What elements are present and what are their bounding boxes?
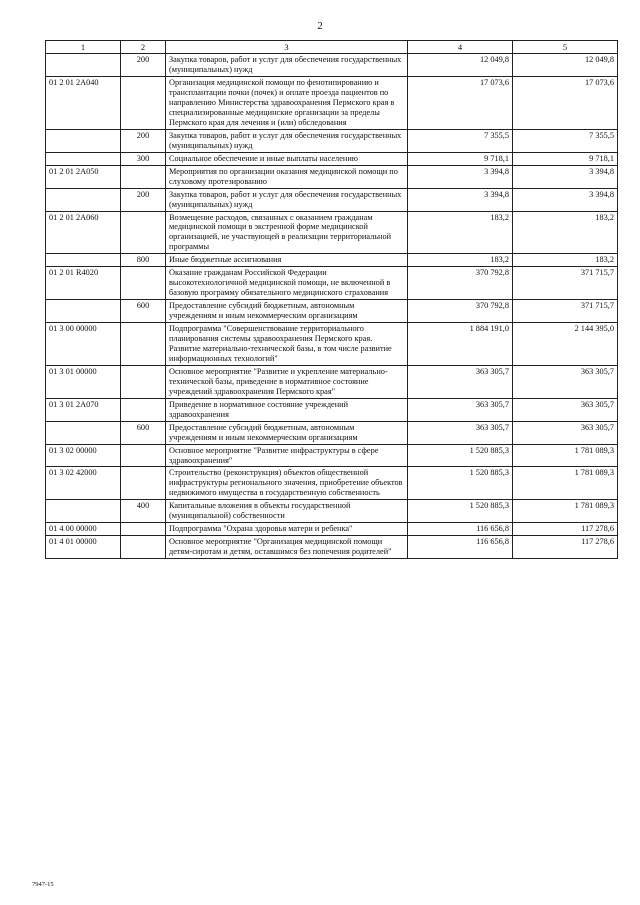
row-value-2017-cell: 17 073,6: [513, 77, 618, 130]
row-value-2016-cell: 370 792,8: [408, 267, 513, 300]
table-body: [46, 54, 618, 559]
row-value-2017-cell: 371 715,7: [513, 267, 618, 300]
row-value-2017-cell: 9 718,1: [513, 152, 618, 165]
row-description-cell: Строительство (реконструкция) объектов общественной инфраструктуры регионального значения, приобретение объектов недвижимого имущества в государственную собственность: [166, 467, 408, 500]
row-code-cell: 01 3 01 00000: [46, 365, 121, 398]
row-code-cell: 01 2 01 2A060: [46, 211, 121, 254]
row-description-cell: Приведение в нормативное состояние учреждений здравоохранения: [166, 398, 408, 421]
row-description-cell: Капитальные вложения в объекты государственной (муниципальной) собственности: [166, 500, 408, 523]
row-code-cell: 01 3 02 00000: [46, 444, 121, 467]
row-expense-type-cell: 400: [121, 500, 166, 523]
row-expense-type-cell: [121, 444, 166, 467]
row-value-2016-cell: 1 520 885,3: [408, 500, 513, 523]
row-code-cell: [46, 129, 121, 152]
header-col-3: 3: [166, 41, 408, 54]
row-value-2016-cell: 363 305,7: [408, 398, 513, 421]
row-value-2016-cell: 1 884 191,0: [408, 323, 513, 366]
row-expense-type-cell: 200: [121, 54, 166, 77]
row-description-cell: Основное мероприятие "Развитие инфраструктуры в сфере здравоохранения": [166, 444, 408, 467]
row-code-cell: 01 3 01 2A070: [46, 398, 121, 421]
table-row: [46, 523, 618, 536]
row-description-cell: Закупка товаров, работ и услуг для обеспечения государственных (муниципальных) нужд: [166, 54, 408, 77]
row-code-cell: [46, 254, 121, 267]
row-code-cell: [46, 300, 121, 323]
row-value-2016-cell: 9 718,1: [408, 152, 513, 165]
row-value-2017-cell: 3 394,8: [513, 188, 618, 211]
row-description-cell: Возмещение расходов, связанных с оказанием гражданам медицинской помощи в экстренной форме медицинской организацией, не участвующей в реализации территориальной программы: [166, 211, 408, 254]
row-expense-type-cell: [121, 211, 166, 254]
table-row: [46, 129, 618, 152]
row-value-2017-cell: 117 278,6: [513, 536, 618, 559]
row-value-2017-cell: 363 305,7: [513, 398, 618, 421]
row-description-cell: Оказание гражданам Российской Федерации высокотехнологичной медицинской помощи, не включенной в базовую программу обязательного медицинского страхования: [166, 267, 408, 300]
row-expense-type-cell: [121, 267, 166, 300]
row-value-2017-cell: 183,2: [513, 211, 618, 254]
row-value-2016-cell: 116 656,8: [408, 536, 513, 559]
row-code-cell: 01 4 01 00000: [46, 536, 121, 559]
row-description-cell: Организация медицинской помощи по фенотипированию и трансплантации почки (почек) и оплате проезда пациентов по направлению Министерства здравоохранения Пермского края в специализированные медицинские организации за пределы Пермского края для лечения и (или) обследования: [166, 77, 408, 130]
table-row: [46, 500, 618, 523]
table-row: [46, 254, 618, 267]
row-description-cell: Подпрограмма "Совершенствование территориального планирования системы здравоохранения Пермского края. Развитие материально-технической базы, в том числе развитие информационных технологий": [166, 323, 408, 366]
table-row: [46, 165, 618, 188]
row-value-2017-cell: 1 781 089,3: [513, 500, 618, 523]
table-row: [46, 536, 618, 559]
row-code-cell: [46, 500, 121, 523]
table-row: [46, 152, 618, 165]
row-description-cell: Основное мероприятие "Развитие и укрепление материально-технической базы, приведение в нормативное состояние учреждений здравоохранения Пермского края": [166, 365, 408, 398]
table-row: [46, 365, 618, 398]
row-description-cell: Мероприятия по организации оказания медицинской помощи по слуховому протезированию: [166, 165, 408, 188]
row-value-2016-cell: 183,2: [408, 211, 513, 254]
row-value-2016-cell: 1 520 885,3: [408, 467, 513, 500]
row-value-2017-cell: 183,2: [513, 254, 618, 267]
row-code-cell: 01 4 00 00000: [46, 523, 121, 536]
table-row: [46, 467, 618, 500]
row-value-2016-cell: 1 520 885,3: [408, 444, 513, 467]
row-value-2016-cell: 12 049,8: [408, 54, 513, 77]
row-value-2016-cell: 363 305,7: [408, 421, 513, 444]
row-value-2017-cell: 7 355,5: [513, 129, 618, 152]
table-row: [46, 323, 618, 366]
row-expense-type-cell: 300: [121, 152, 166, 165]
row-value-2016-cell: 17 073,6: [408, 77, 513, 130]
row-code-cell: 01 3 00 00000: [46, 323, 121, 366]
row-value-2016-cell: 363 305,7: [408, 365, 513, 398]
row-expense-type-cell: 600: [121, 421, 166, 444]
row-code-cell: [46, 152, 121, 165]
row-description-cell: Предоставление субсидий бюджетным, автономным учреждениям и иным некоммерческим организациям: [166, 421, 408, 444]
row-value-2017-cell: 1 781 089,3: [513, 444, 618, 467]
table-row: [46, 77, 618, 130]
header-col-2: 2: [121, 41, 166, 54]
row-expense-type-cell: 200: [121, 129, 166, 152]
row-expense-type-cell: [121, 165, 166, 188]
row-value-2017-cell: 3 394,8: [513, 165, 618, 188]
row-description-cell: Закупка товаров, работ и услуг для обеспечения государственных (муниципальных) нужд: [166, 129, 408, 152]
row-expense-type-cell: [121, 523, 166, 536]
row-expense-type-cell: [121, 365, 166, 398]
row-value-2017-cell: 371 715,7: [513, 300, 618, 323]
table-row: [46, 300, 618, 323]
row-description-cell: Социальное обеспечение и иные выплаты населению: [166, 152, 408, 165]
row-value-2017-cell: 1 781 089,3: [513, 467, 618, 500]
row-expense-type-cell: [121, 398, 166, 421]
row-value-2017-cell: 12 049,8: [513, 54, 618, 77]
row-value-2016-cell: 116 656,8: [408, 523, 513, 536]
row-code-cell: 01 3 02 42000: [46, 467, 121, 500]
row-value-2016-cell: 3 394,8: [408, 165, 513, 188]
row-value-2017-cell: 363 305,7: [513, 421, 618, 444]
row-expense-type-cell: 200: [121, 188, 166, 211]
header-col-4: 4: [408, 41, 513, 54]
row-expense-type-cell: 800: [121, 254, 166, 267]
row-value-2016-cell: 3 394,8: [408, 188, 513, 211]
row-expense-type-cell: [121, 77, 166, 130]
row-expense-type-cell: [121, 323, 166, 366]
row-expense-type-cell: 600: [121, 300, 166, 323]
row-code-cell: 01 2 01 2A050: [46, 165, 121, 188]
row-code-cell: 01 2 01 2A040: [46, 77, 121, 130]
row-value-2016-cell: 7 355,5: [408, 129, 513, 152]
row-code-cell: [46, 421, 121, 444]
table-row: [46, 54, 618, 77]
row-value-2016-cell: 370 792,8: [408, 300, 513, 323]
table-row: [46, 421, 618, 444]
row-description-cell: Закупка товаров, работ и услуг для обеспечения государственных (муниципальных) нужд: [166, 188, 408, 211]
row-description-cell: Подпрограмма "Охрана здоровья матери и ребенка": [166, 523, 408, 536]
table-row: [46, 211, 618, 254]
row-code-cell: [46, 188, 121, 211]
row-description-cell: Предоставление субсидий бюджетным, автономным учреждениям и иным некоммерческим организациям: [166, 300, 408, 323]
table-header-row: [46, 41, 618, 54]
table-row: [46, 444, 618, 467]
header-col-5: 5: [513, 41, 618, 54]
header-col-1: 1: [46, 41, 121, 54]
row-code-cell: 01 2 01 R4020: [46, 267, 121, 300]
budget-table: [45, 40, 618, 559]
table-row: [46, 398, 618, 421]
row-description-cell: Основное мероприятие "Организация медицинской помощи детям-сиротам и детям, оставшимся без попечения родителей": [166, 536, 408, 559]
table-row: [46, 267, 618, 300]
row-code-cell: [46, 54, 121, 77]
row-description-cell: Иные бюджетные ассигнования: [166, 254, 408, 267]
row-expense-type-cell: [121, 536, 166, 559]
page-number: 2: [317, 20, 323, 32]
row-value-2017-cell: 2 144 395,0: [513, 323, 618, 366]
row-value-2017-cell: 363 305,7: [513, 365, 618, 398]
row-value-2016-cell: 183,2: [408, 254, 513, 267]
row-value-2017-cell: 117 278,6: [513, 523, 618, 536]
document-id: 7947-15: [32, 881, 54, 888]
row-expense-type-cell: [121, 467, 166, 500]
table-row: [46, 188, 618, 211]
